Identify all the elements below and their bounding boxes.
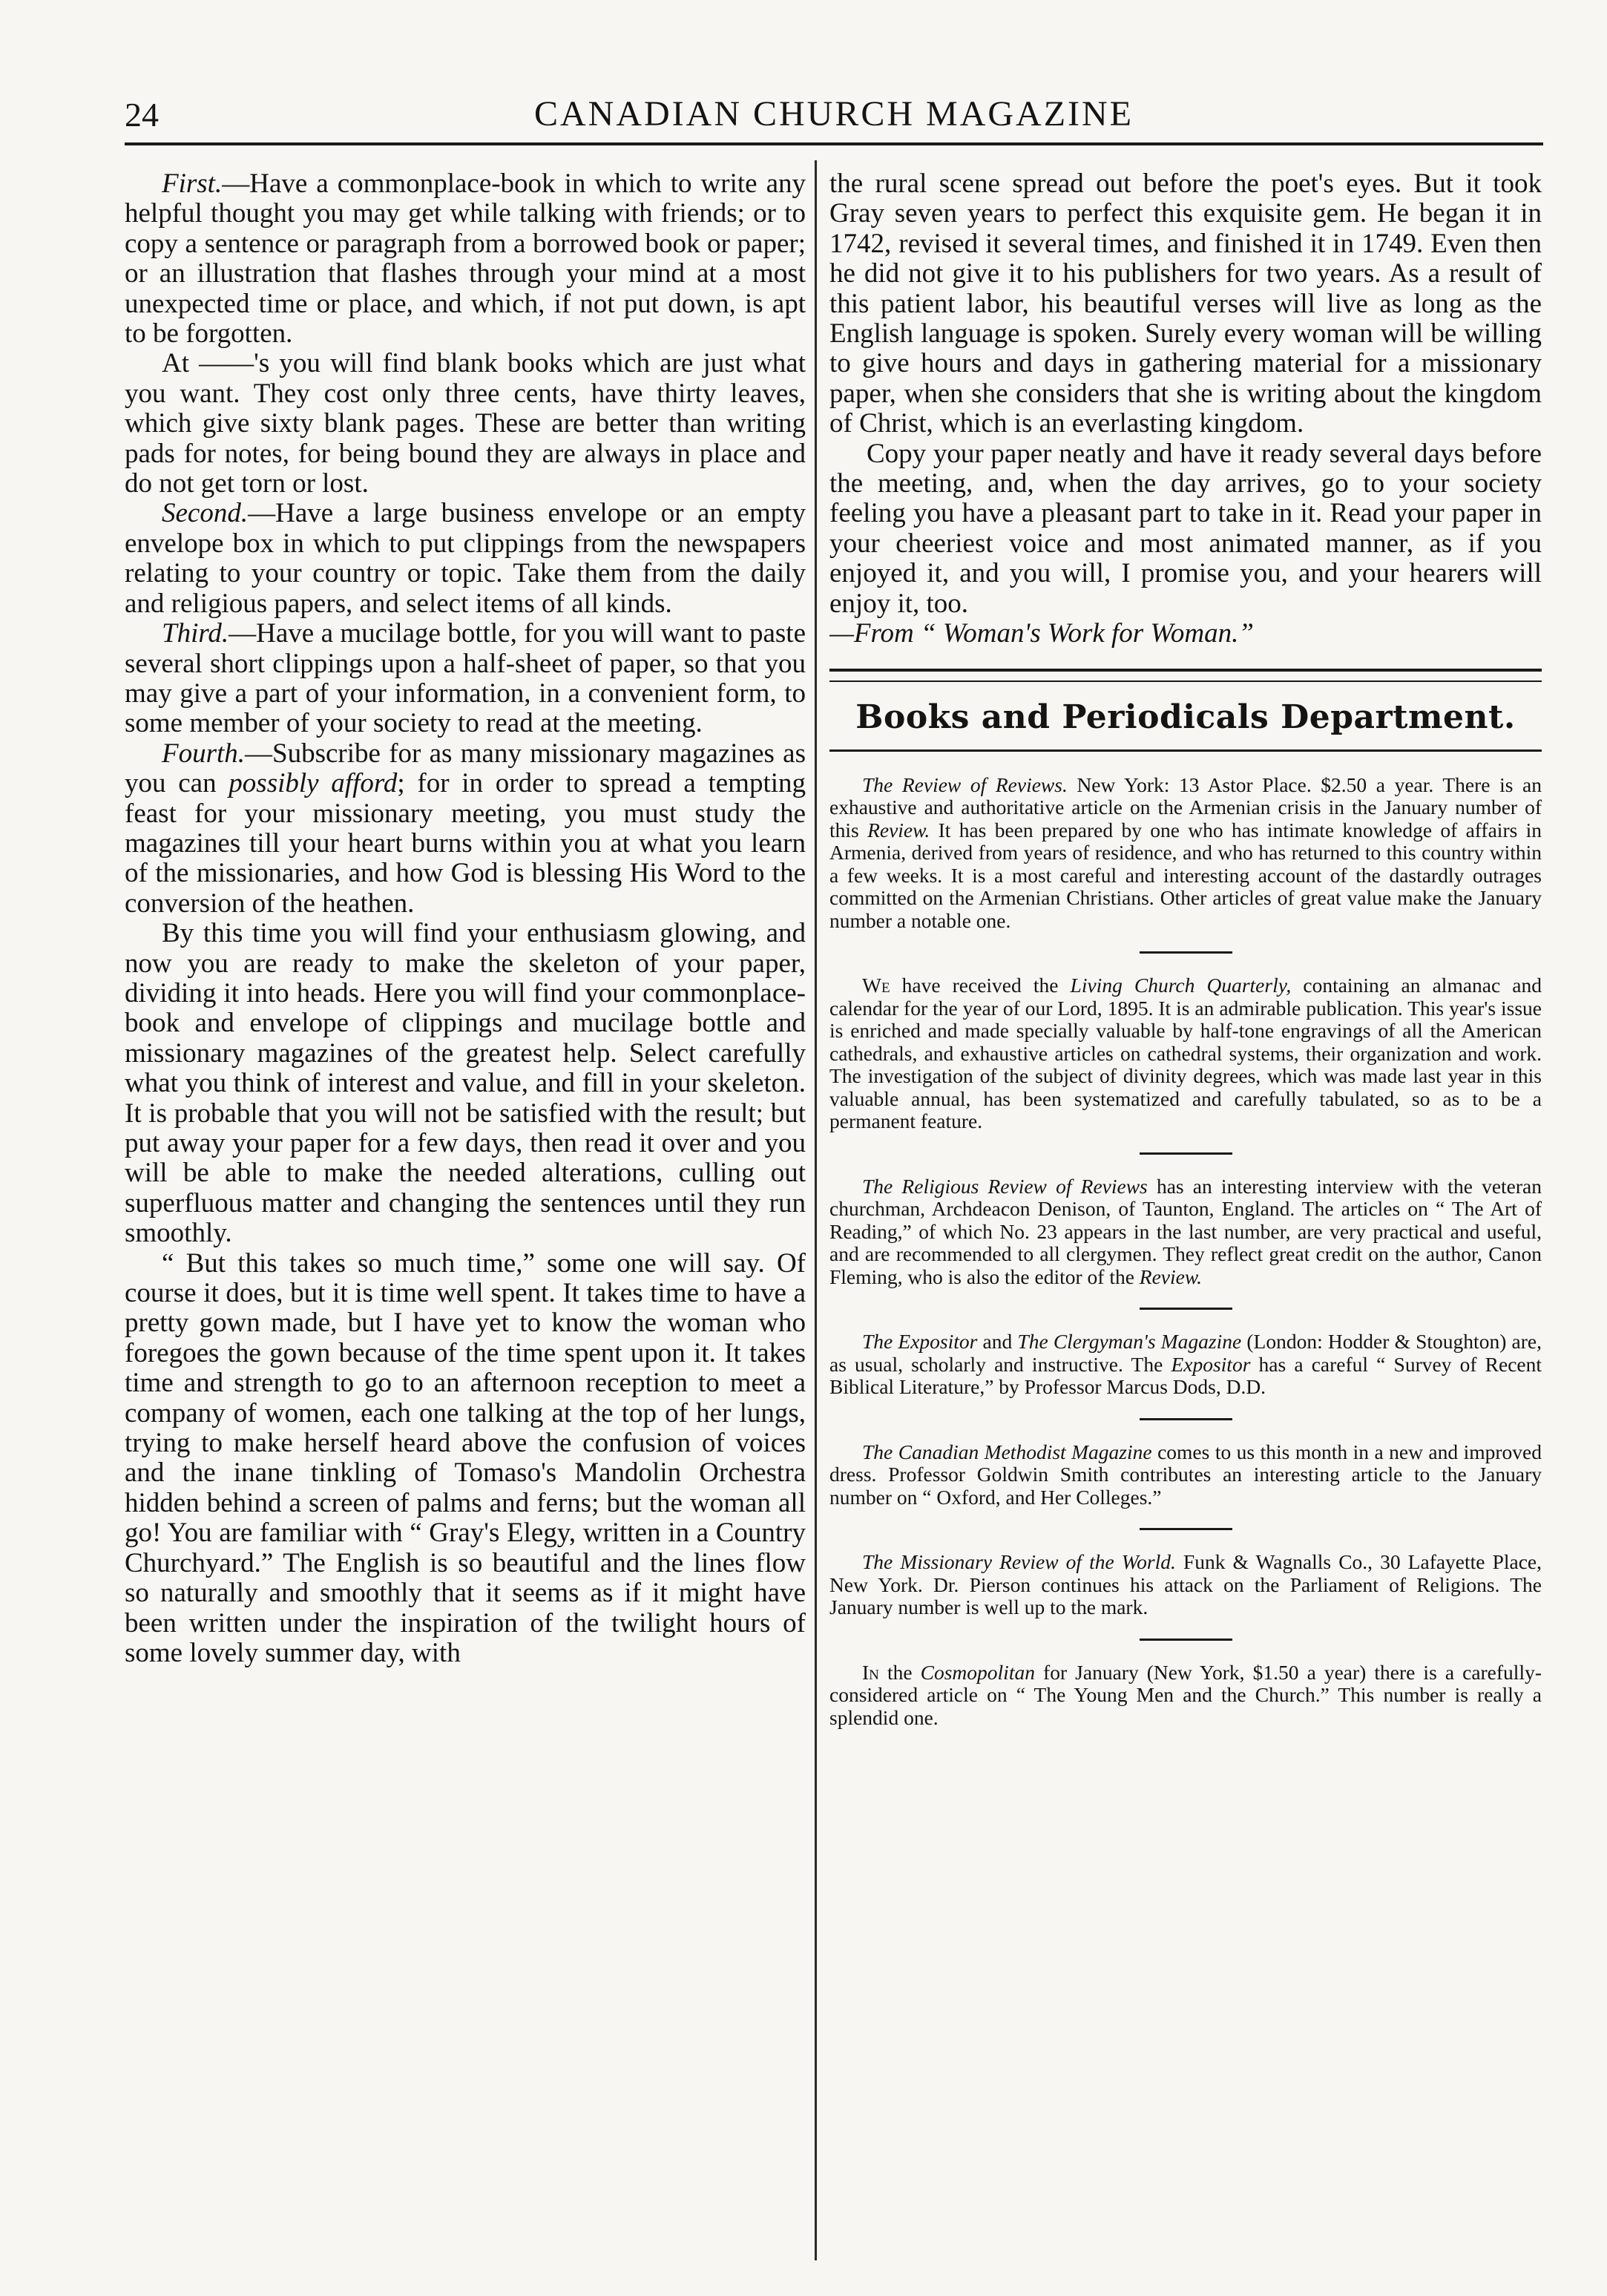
emphasis-text: possibly afford	[229, 768, 398, 799]
publication-title: Review.	[1139, 1265, 1203, 1288]
publication-title: The Clergyman's Magazine	[1017, 1330, 1242, 1353]
review-text: (London: Hodder & Stoughton) are, as usual, scholarly and instructive. The	[829, 1330, 1542, 1376]
attribution: —From “ Woman's Work for Woman.”	[829, 618, 1254, 649]
review-item	[829, 1662, 1542, 1730]
publication-title: The Missionary Review of the World.	[862, 1550, 1176, 1573]
paragraph-first	[125, 169, 806, 349]
review-separator	[1140, 1152, 1232, 1155]
review-item	[829, 974, 1542, 1133]
review-text: and	[977, 1330, 1018, 1353]
review-item	[829, 1331, 1542, 1399]
paragraph-text: ; for in order to spread a tempting feast for your missionary meeting, you must study the magazines till your heart burns within you at what you learn of the missionaries, and how God is blessing His Word to the conversion of the heathen.	[125, 768, 806, 919]
paragraph-second	[125, 499, 806, 619]
review-text: comes to us this month in a new and improved dress. Professor Goldwin Smith contributes an interesting article to the January number on “ Oxford, and Her Colleges.”	[829, 1440, 1542, 1509]
paragraph-text: Copy your paper neatly and have it ready several days before the meeting, and, when the day arrives, go to your society feeling you have a pleasant part to take in it. Read your paper in your cheeriest voice and most animated manner, as if you enjoyed it, and you will, I promise you, and your hearers will enjoy it, too.	[829, 438, 1542, 619]
publication-title: Living Church Quarterly,	[1070, 974, 1292, 997]
review-text: for January (New York, $1.50 a year) there is a carefully-considered article on “ The Young Men and the Church.” This number is really a splendid one.	[829, 1660, 1542, 1729]
review-text: Funk & Wagnalls Co., 30 Lafayette Place, New York. Dr. Pierson continues his attack on the Parliament of Religions. The January number is well up to the mark.	[829, 1550, 1542, 1618]
review-item	[829, 1551, 1542, 1619]
review-text: It has been prepared by one who has intimate knowledge of affairs in Armenia, derived from years of residence, and who has returned to this country within a few weeks. It is a most careful and interesting account of the dastardly outrages committed on the Armenian Christians. Other articles of great value make the January number a notable one.	[829, 818, 1542, 932]
paragraph-text: —Have a mucilage bottle, for you will want to paste several short clippings upon a half-sheet of paper, so that you may give a part of your information, in a convenient form, to some member of your society to read at the meeting.	[125, 618, 806, 739]
review-separator	[1140, 951, 1232, 954]
section-title: Books and Periodicals Department.	[855, 698, 1516, 736]
review-text: has an interesting interview with the veteran churchman, Archdeacon Denison, of Taunton, England. The articles on “ The Art of Reading,” of which No. 23 appears in the last number, are very practical and useful, and are recommended to all clergymen. They reflect great credit on the author, Canon Fleming, who is also the editor of the	[829, 1174, 1542, 1288]
review-separator	[1140, 1308, 1232, 1310]
column-divider	[815, 160, 817, 2260]
review-separator	[1140, 1639, 1232, 1641]
review-text: have received the	[890, 974, 1071, 997]
paragraph-text: —Subscribe for as many missionary magazines as you can	[125, 738, 806, 799]
section-rule	[829, 750, 1542, 752]
paragraph-blank-books: At ——'s you will find blank books which are just what you want. They cost only three cents, have thirty leaves, which give sixty blank pages. These are better than writing pads for notes, for being bound they are always in place and do not get torn or lost.	[125, 348, 806, 499]
paragraph-gray-elegy: the rural scene spread out before the poet's eyes. But it took Gray seven years to perfect this exquisite gem. He began it in 1742, revised it several times, and finished it in 1749. Even then he did not give it to his publishers for two years. As a result of this patient labor, his beautiful verses will live as long as the English language is spoken. Surely every woman will be willing to give hours and days in gathering material for a missionary paper, when she considers that she is writing about the kingdom of Christ, which is an everlasting kingdom.	[829, 169, 1542, 439]
publication-title: Expositor	[1171, 1352, 1251, 1376]
page-header	[125, 91, 1543, 142]
paragraph-lead: Fourth.	[162, 738, 246, 769]
review-text: the	[878, 1660, 921, 1684]
review-item	[829, 1175, 1542, 1289]
review-separator	[1140, 1528, 1232, 1530]
paragraph-skeleton: By this time you will find your enthusiasm glowing, and now you are ready to make the skeleton of your paper, dividing it into heads. Here you will find your commonplace-book and envelope of clippings and mucilage bottle and missionary magazines of the greatest help. Select carefully what you think of interest and value, and fill in your skeleton. It is probable that you will not be satisfied with the result; but put away your paper for a few days, then read it over and you will be able to make the needed alterations, culling out superfluous matter and changing the sentences until they run smoothly.	[125, 918, 806, 1249]
paragraph-copy-paper	[829, 439, 1542, 649]
paragraph-fourth	[125, 739, 806, 919]
paragraph-third	[125, 619, 806, 739]
right-column	[829, 169, 1542, 2269]
publication-title: Review.	[867, 818, 930, 842]
review-item	[829, 774, 1542, 933]
review-item	[829, 1441, 1542, 1509]
publication-title: The Religious Review of Reviews	[862, 1174, 1148, 1198]
review-text: containing an almanac and calendar for the year of our Lord, 1895. It is an admirable publication. This year's issue is enriched and made specially valuable by half-tone engravings of all the American cathedrals, and exhaustive articles on cathedral systems, their organization and work. The investigation of the subject of divinity degrees, which was made last year in this valuable annual, has been systematized and carefully tabulated, so as to be a permanent feature.	[829, 974, 1542, 1132]
publication-title: The Review of Reviews.	[862, 773, 1068, 796]
publication-title: The Expositor	[862, 1330, 978, 1353]
section-double-rule	[829, 669, 1542, 682]
paragraph-time: “ But this takes so much time,” some one will say. Of course it does, but it is time well spent. It takes time to have a pretty gown made, but I have yet to know the woman who foregoes the gown because of the time spent upon it. It takes time and strength to go to an afternoon reception to meet a company of women, each one talking at the top of her lungs, trying to make herself heard above the confusion of voices and the inane tinkling of Tomaso's Mandolin Orchestra hidden behind a screen of palms and ferns; but the woman all go! You are familiar with “ Gray's Elegy, written in a Country Churchyard.” The English is so beautiful and the lines flow so naturally and smoothly that it seems as if it might have been written under the inspiration of the twilight hours of some lovely summer day, with	[125, 1247, 806, 1668]
magazine-title: CANADIAN CHURCH MAGAZINE	[534, 94, 1134, 134]
publication-title: Cosmopolitan	[920, 1660, 1035, 1684]
review-separator	[1140, 1418, 1232, 1420]
header-rule	[125, 142, 1543, 145]
paragraph-text: —Have a commonplace-book in which to write any helpful thought you may get while talking with friends; or to copy a sentence or paragraph from a borrowed book or paper; or an illustration that flashes through your mind at a most unexpected time or place, and which, if not put down, is apt to be forgotten.	[125, 169, 806, 350]
paragraph-text: —Have a large business envelope or an empty envelope box in which to put clippings from the newspapers relating to your country or topic. Take them from the daily and religious papers, and select items of all kinds.	[125, 498, 806, 619]
paragraph-lead: Third.	[162, 618, 229, 649]
review-text: has a careful “ Survey of Recent Biblical Literature,” by Professor Marcus Dods, D.D.	[829, 1352, 1542, 1398]
publication-title: The Canadian Methodist Magazine	[862, 1440, 1152, 1463]
review-lead-word: In	[862, 1660, 879, 1684]
page-number: 24	[125, 96, 159, 134]
review-lead-word: We	[862, 974, 890, 997]
paragraph-lead: First.	[162, 169, 223, 199]
left-column	[125, 169, 806, 2240]
paragraph-lead: Second.	[162, 498, 249, 529]
review-text: New York: 13 Astor Place. $2.50 a year. There is an exhaustive and authoritative article on the Armenian crisis in the January number of this	[829, 773, 1542, 842]
